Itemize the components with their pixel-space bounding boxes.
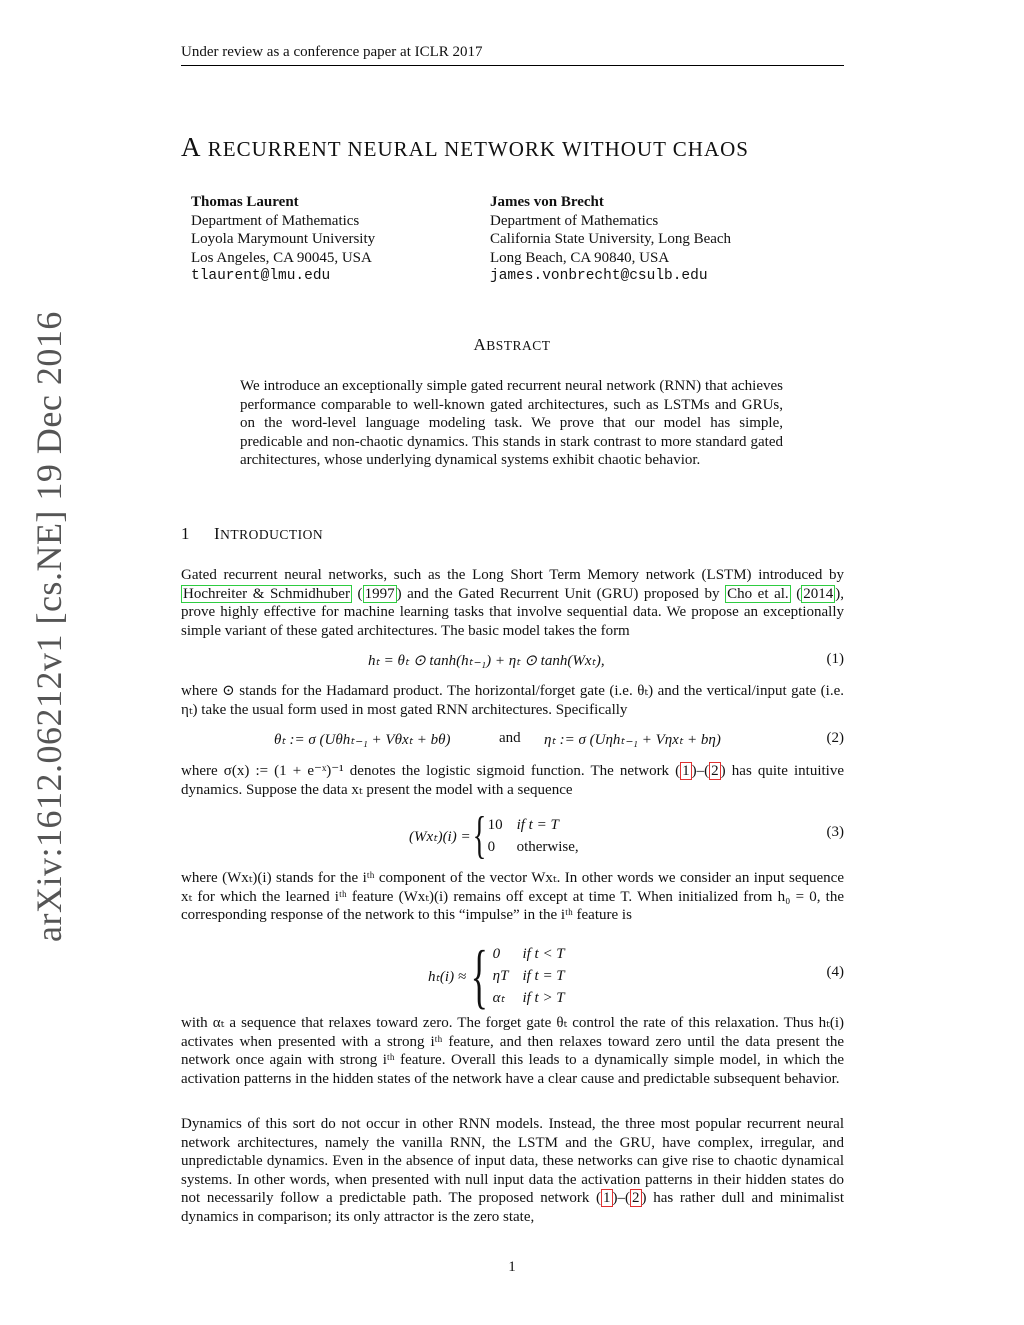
- equation-4: hₜ(i) ≈ { 0 if t < T ηT if t = T αₜ if t > T (4): [428, 936, 844, 1016]
- equation-ref-link[interactable]: 1: [682, 763, 690, 779]
- paragraph: where σ(x) := (1 + e⁻ˣ)⁻¹ denotes the logistic sigmoid function. The network ( 1 )–( 2 ) has quite intuitive dynamics. Suppose the data xₜ present the model with a sequence: [181, 763, 844, 798]
- author-name: Thomas Laurent: [191, 194, 299, 210]
- running-header: Under review as a conference paper at ICLR 2017: [181, 44, 844, 66]
- equation-ref-link[interactable]: 2: [711, 763, 719, 779]
- paragraph: where (Wxₜ)(i) stands for the iᵗʰ component of the vector Wxₜ. In other words we consider an input sequence xₜ for which the learned iᵗʰ feature (Wxₜ)(i) remains off except at time T. When initialized from h₀ = 0, the corresponding response of the network to this “impulse” in the iᵗʰ feature is: [181, 870, 844, 923]
- paragraph-intro: Gated recurrent neural networks, such as the Long Short Term Memory network (LSTM) introduced by Hochreiter & Schmidhuber ( 1997 ) and the Gated Recurrent Unit (GRU) proposed by Cho et al. ( 2014 ), prove highly effective for machine learning tasks that involve sequential data. We propose an exceptionally simple variant of these gated architectures. The basic model takes the form: [181, 567, 845, 639]
- equation-3: (Wxₜ)(i) = { 10 if t = T 0 otherwise, (3): [409, 807, 844, 864]
- equation-1: hₜ = θₜ ⊙ tanh(hₜ₋₁) + ηₜ ⊙ tanh(Wxₜ), (1): [368, 651, 844, 669]
- paragraph: where ⊙ stands for the Hadamard product. The horizontal/forget gate (i.e. θₜ) and the vertical/input gate (i.e. ηₜ) take the usual form used in most gated RNN architectures. Specifically: [181, 683, 844, 718]
- equation-number: (2): [826, 730, 844, 746]
- author-block: [490, 193, 731, 286]
- equation-number: (3): [826, 824, 844, 840]
- abstract-heading: ABSTRACT: [473, 335, 551, 354]
- paragraph: with αₜ a sequence that relaxes toward zero. The forget gate θₜ control the rate of this relaxation. Thus hₜ(i) activates when presented with a strong iᵗʰ feature, and then relaxes toward zero until the data present the network once again with strong iᵗʰ feature. Overall this leads to a dynamically simple model, in which the activation patterns in the hidden states of the network have a clear cause and predictable subsequent behavior.: [181, 1015, 844, 1087]
- equation-ref-link[interactable]: 1: [603, 1190, 611, 1206]
- page-number: 1: [508, 1259, 516, 1275]
- equation-number: (4): [826, 964, 844, 980]
- paper-title: [181, 132, 749, 163]
- author-dept: Department of Mathematics: [490, 212, 659, 229]
- equation-2: θₜ := σ (Uθhₜ₋₁ + Vθxₜ + bθ) and ηₜ := σ (Uηhₜ₋₁ + Vηxₜ + bη) (2): [274, 730, 844, 748]
- citation-year-link[interactable]: 2014: [803, 585, 834, 602]
- arxiv-stamp: arXiv:1612.06212v1 [cs.NE] 19 Dec 2016: [29, 311, 69, 942]
- author-address: Los Angeles, CA 90045, USA: [191, 249, 372, 266]
- abstract-text: We introduce an exceptionally simple gated recurrent neural network (RNN) that achieves performance comparable to well-known gated architectures, such as LSTMs and GRUs, on the word-level language modeling task. We prove that our model has simple, predicable and non-chaotic dynamics. This stands in stark contrast to more standard gated architectures, whose underlying dynamical systems exhibit chaotic behavior.: [240, 378, 783, 468]
- left-brace: {: [470, 936, 488, 1016]
- author-name: James von Brecht: [490, 194, 604, 210]
- paragraph: Dynamics of this sort do not occur in other RNN models. Instead, the three most popular recurrent neural network architectures, namely the vanilla RNN, the LSTM and the GRU, have complex, irregular, and unpredictable dynamics. Even in the absence of input data, these networks can give rise to chaotic dynamical systems. In other words, when presented with null input data the activation patterns in their hidden states do not necessarily follow a predictable path. The proposed network ( 1 )–( 2 ) has rather dull and minimalist dynamics in comparison; its only attractor is the zero state,: [181, 1116, 844, 1225]
- equation-number: (1): [826, 651, 844, 667]
- equation-ref-link[interactable]: 2: [632, 1190, 640, 1206]
- section-number: 1: [181, 524, 190, 543]
- citation-link[interactable]: Hochreiter & Schmidhuber: [183, 585, 350, 602]
- left-brace: {: [472, 807, 486, 864]
- title-initial: A: [181, 132, 201, 162]
- author-dept: Department of Mathematics: [191, 212, 360, 229]
- section-heading: 1 INTRODUCTION: [181, 524, 324, 543]
- title-rest: RECURRENT NEURAL NETWORK WITHOUT CHAOS: [207, 137, 749, 161]
- citation-year-link[interactable]: 1997: [364, 585, 395, 602]
- author-email: tlaurent@lmu.edu: [191, 268, 331, 284]
- citation-link[interactable]: Cho et al.: [727, 585, 789, 602]
- author-block: [191, 193, 375, 286]
- author-address: Long Beach, CA 90840, USA: [490, 249, 670, 266]
- author-email: james.vonbrecht@csulb.edu: [490, 268, 708, 284]
- author-university: California State University, Long Beach: [490, 231, 732, 247]
- author-university: Loyola Marymount University: [191, 231, 376, 247]
